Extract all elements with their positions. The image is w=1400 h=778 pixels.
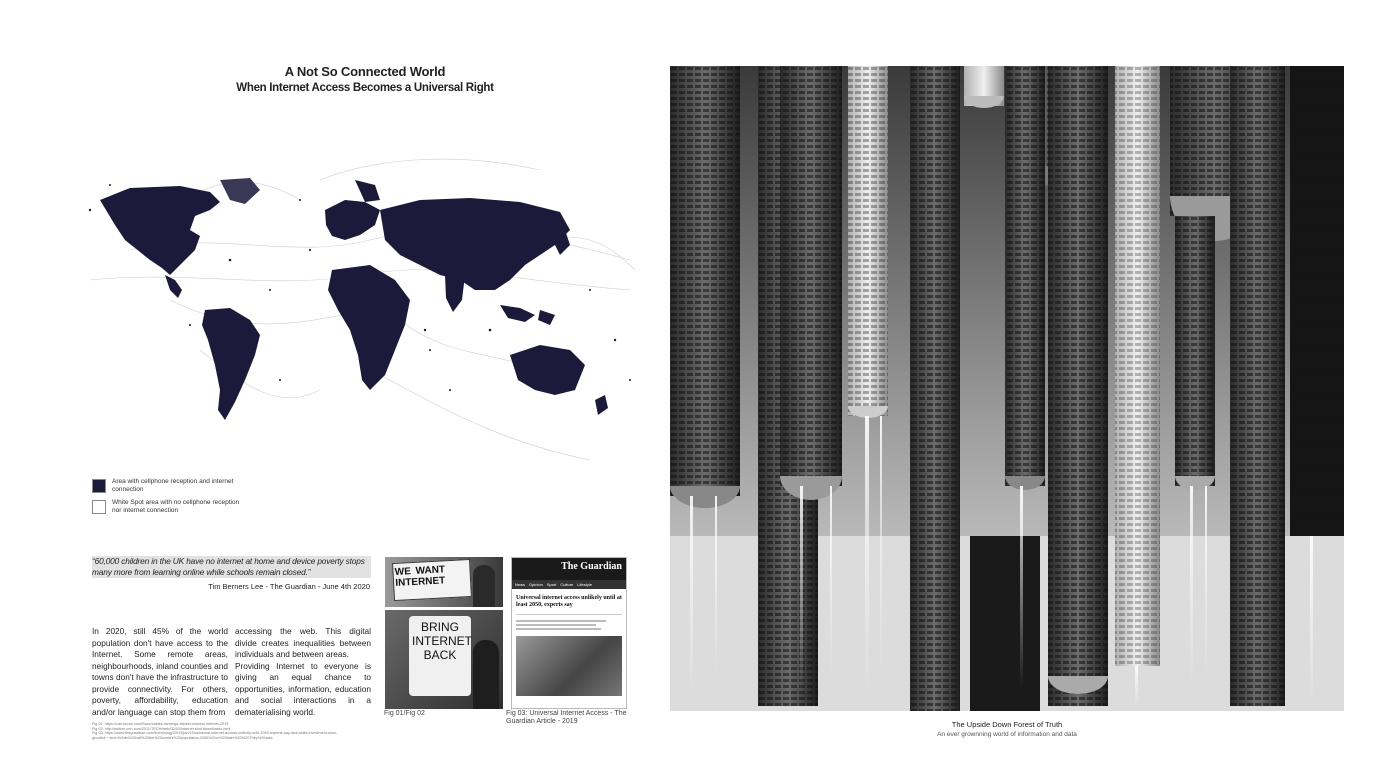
- body-column-2: [235, 626, 371, 718]
- legend-swatch-connected: [92, 479, 106, 493]
- article-nav: [512, 580, 626, 589]
- fig03-guardian-article: [511, 557, 627, 709]
- reference-line: Fig 03: https://www.theguardian.com/technology/2019/jan/15/universal-internet-access-unlikely-until-2050-experts-say-lack-skills-investment-slow-growth#:~:text=While%20half%20the%20world's%20population,2050%20or%20later%20%20They%20said.: [92, 731, 338, 740]
- article-nav-item: Sport: [546, 582, 557, 587]
- reference-line: Fig 01: https://carrozone.com/Buzz/cables-rankings-fastest-slowest-internet-2019: [92, 722, 229, 726]
- fig02-protest-photo: [385, 610, 503, 709]
- legend-item-white-spot: [92, 499, 242, 515]
- world-connectivity-map: [70, 140, 640, 470]
- figure-references: [92, 722, 342, 740]
- article-nav-item: Culture: [560, 582, 574, 587]
- page-title: A Not So Connected World: [284, 64, 446, 79]
- quote-attribution: Tim Berners Lee - The Guardian - June 4th 2020: [208, 582, 370, 591]
- render-subtitle: An ever grownning world of information and data: [937, 731, 1077, 738]
- fig02-sign-text: BRING INTERNET BACK: [412, 620, 472, 662]
- legend-label-white-spot: White Spot area with no cellphone reception nor internet connection: [112, 499, 240, 514]
- article-photo: [516, 636, 622, 696]
- legend-swatch-white-spot: [92, 500, 106, 514]
- fig01-protest-photo: [385, 557, 503, 607]
- figure-caption-right: Fig 03: Universal Internet Access - The Guardian Article - 2019: [506, 710, 627, 725]
- page-subtitle: When Internet Access Becomes a Universal Right: [236, 82, 494, 94]
- reference-line: Fig 02: http://edition.cnn.com/2011/TECH/web/02/03/internet.shut.down/index.html: [92, 726, 231, 731]
- body-paragraph: Providing Internet to everyone is giving an equal chance to opportunities, information, education and social interactions in a dematerialising world.: [235, 660, 371, 717]
- render-title: The Upside Down Forest of Truth: [951, 720, 1063, 729]
- map-legend: [92, 478, 242, 515]
- fig01-sign-text: WE WANT INTERNET: [394, 564, 446, 589]
- upside-down-forest-render: [670, 66, 1344, 711]
- legend-label-connected: Area with cellphone reception and internet connection: [112, 478, 234, 493]
- article-nav-item: News: [515, 582, 526, 587]
- body-paragraph: In 2020, still 45% of the world population don't have access to the Internet. Some remote areas, neighbourhoods, inland counties and towns don't have the infrastructure to provide connectivity. For others, poverty, affordability, education and/or language can stop them from: [92, 626, 228, 717]
- article-masthead: The Guardian: [561, 561, 622, 572]
- connected-land: [100, 178, 608, 420]
- article-nav-item: Opinion: [529, 582, 543, 587]
- body-column-1: [92, 626, 228, 718]
- body-paragraph: accessing the web. This digital divide creates inequalities between individuals and between areas.: [235, 626, 371, 659]
- figure-caption-left: Fig 01/Fig 02: [384, 710, 425, 717]
- article-headline: Universal internet access unlikely until at least 2050, experts say: [516, 595, 622, 608]
- legend-item-connected: [92, 478, 242, 494]
- quote-text: “60,000 children in the UK have no internet at home and device poverty stops many more from learning online while schools remain closed.”: [92, 556, 365, 577]
- article-nav-item: Lifestyle: [577, 582, 592, 587]
